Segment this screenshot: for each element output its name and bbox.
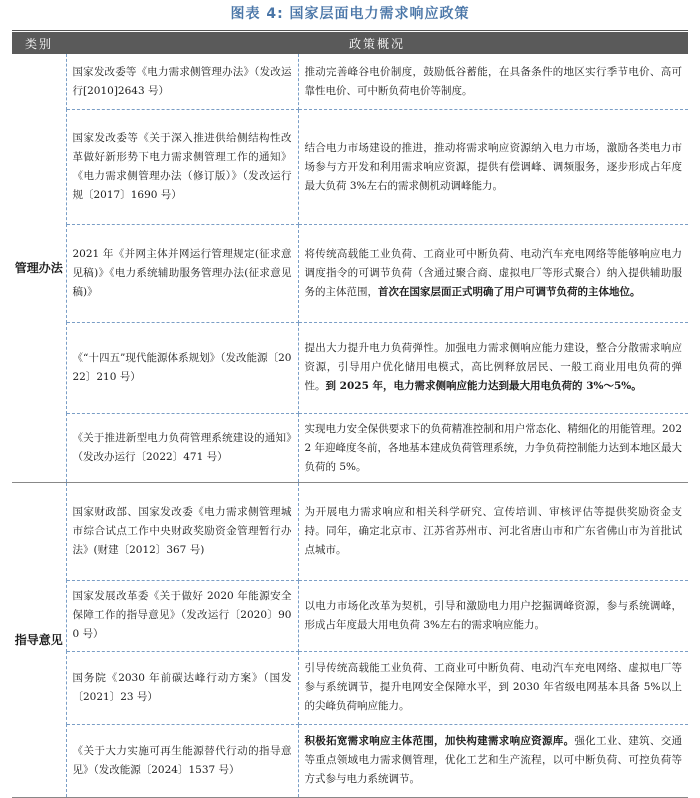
policy-description: 提出大力提升电力负荷弹性。加强电力需求侧响应能力建设，整合分散需求响应资源，引导用户优化储用电模式，高比例释放居民、一般工商业用电负荷的弹性。到 2025 年，电力需求侧响应能力达到最大用电负荷的 3%～5%。 (298, 322, 688, 413)
header-overview: 政策概况 (66, 32, 688, 54)
policy-description: 为开展电力需求响应和相关科学研究、宣传培训、审核评估等提供奖励资金支持。同年，确定北京市、江苏省苏州市、河北省唐山市和广东省佛山市为首批试点城市。 (298, 483, 688, 581)
category-cell: 管理办法 (12, 54, 66, 483)
policy-description: 引导传统高载能工业负荷、工商业可中断负荷、电动汽车充电网络、虚拟电厂等参与系统调节，提升电网安全保障水平，到 2030 年省级电网基本具备 5%以上的尖峰负荷响应能力。 (298, 651, 688, 724)
table-row (12, 651, 688, 724)
table-row (12, 483, 688, 581)
table-row (12, 54, 688, 110)
policy-description: 结合电力市场建设的推进，推动将需求响应资源纳入电力市场，激励各类电力市场参与方开发和利用需求响应资源，提供有偿调峰、调频服务，逐步形成占年度最大负荷 3%左右的需求侧机动调峰能力。 (298, 110, 688, 225)
figure-title: 图表 4: 国家层面电力需求响应政策 (230, 6, 470, 22)
table-row (12, 414, 688, 483)
policy-description: 积极拓宽需求响应主体范围，加快构建需求响应资源库。强化工业、建筑、交通等重点领域电力需求侧管理，优化工艺和生产流程，以可中断负荷、可控负荷等方式参与电力系统调节。 (298, 724, 688, 797)
policy-document: 《关于大力实施可再生能源替代行动的指导意见》（发改能源〔2024〕1537 号） (66, 724, 298, 797)
policy-description: 推动完善峰谷电价制度，鼓励低谷蓄能，在具备条件的地区实行季节电价、高可靠性电价、可中断负荷电价等制度。 (298, 54, 688, 110)
policy-document: 国家财政部、国家发改委《电力需求侧管理城市综合试点工作中央财政奖励资金管理暂行办法》(财建〔2012〕367 号) (66, 483, 298, 581)
table-row (12, 322, 688, 413)
category-cell: 指导意见 (12, 483, 66, 798)
table-row (12, 225, 688, 323)
table-header-row (12, 32, 688, 54)
policy-document: 国务院《2030 年前碳达峰行动方案》（国发〔2021〕23 号） (66, 651, 298, 724)
policy-description: 实现电力安全保供要求下的负荷精准控制和用户常态化、精细化的用能管理。2022 年迎峰度冬前，各地基本建成负荷管理系统，力争负荷控制能力达到本地区最大负荷的 5%。 (298, 414, 688, 483)
policy-table (12, 32, 688, 798)
policy-description: 将传统高载能工业负荷、工商业可中断负荷、电动汽车充电网络等能够响应电力调度指令的可调节负荷（含通过聚合商、虚拟电厂等形式聚合）纳入提供辅助服务的主体范围，首次在国家层面正式明确了用户可调节负荷的主体地位。 (298, 225, 688, 323)
table-row (12, 724, 688, 797)
policy-document: 国家发改委等《电力需求侧管理办法》（发改运行[2010]2643 号） (66, 54, 298, 110)
table-row (12, 580, 688, 651)
policy-document: 《“十四五”现代能源体系规划》（发改能源〔2022〕210 号） (66, 322, 298, 413)
policy-document: 2021 年《并网主体并网运行管理规定(征求意见稿)》《电力系统辅助服务管理办法(征求意见稿)》 (66, 225, 298, 323)
header-category: 类别 (12, 32, 66, 54)
policy-document: 国家发改委等《关于深入推进供给侧结构性改革做好新形势下电力需求侧管理工作的通知》《电力需求侧管理办法（修订版）》（发改运行规〔2017〕1690 号） (66, 110, 298, 225)
table-row (12, 110, 688, 225)
top-rule (12, 30, 688, 31)
policy-document: 《关于推进新型电力负荷管理系统建设的通知》（发改办运行〔2022〕471 号） (66, 414, 298, 483)
policy-description: 以电力市场化改革为契机，引导和激励电力用户挖掘调峰资源，参与系统调峰，形成占年度最大用电负荷 3%左右的需求响应能力。 (298, 580, 688, 651)
policy-document: 国家发展改革委《关于做好 2020 年能源安全保障工作的指导意见》（发改运行〔2020〕900 号） (66, 580, 298, 651)
